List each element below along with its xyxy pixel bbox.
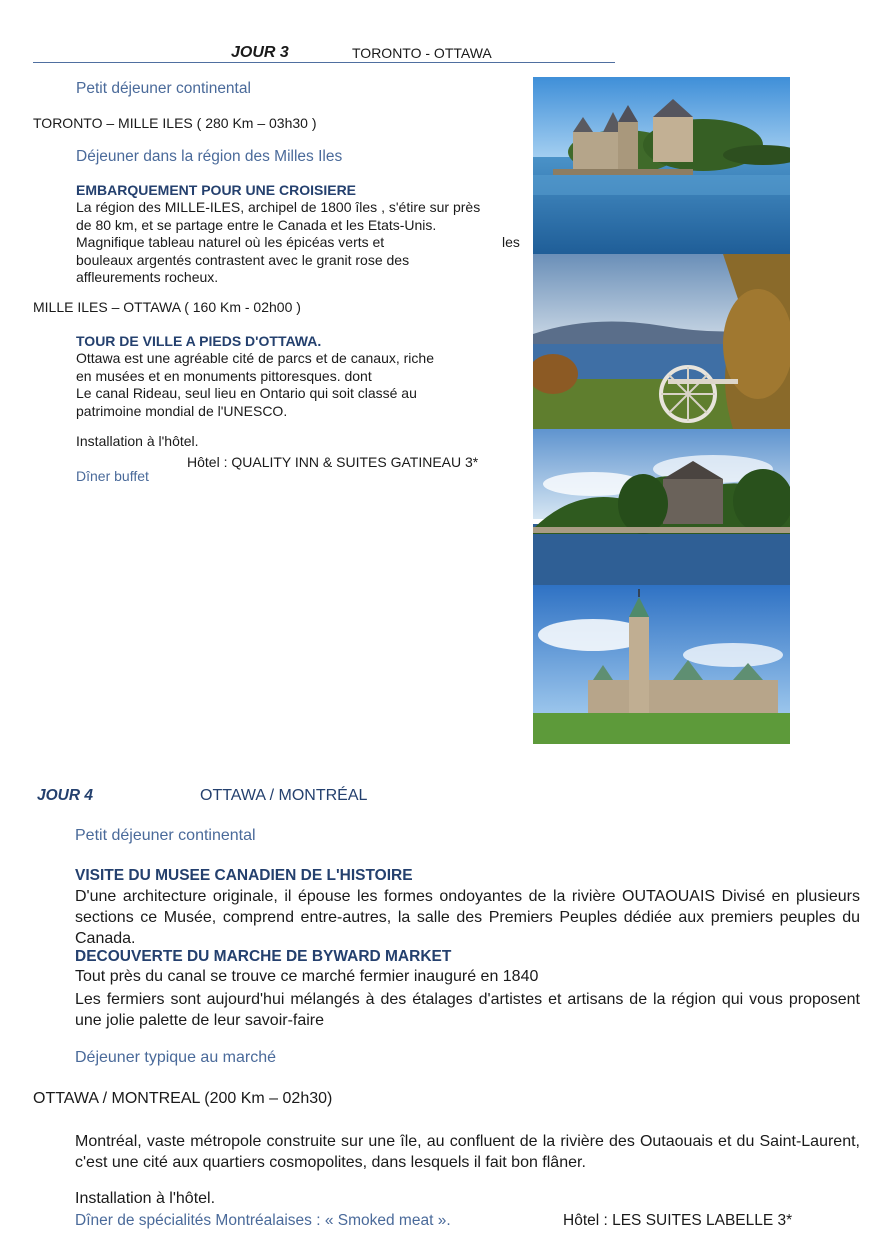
cruise-line: bouleaux argentés contrastent avec le granit rose des bbox=[76, 251, 410, 268]
cruise-text bbox=[76, 199, 480, 287]
day3-label: JOUR 3 bbox=[231, 44, 289, 61]
castle-island-photo bbox=[533, 77, 790, 254]
market-title: DECOUVERTE DU MARCHE DE BYWARD MARKET bbox=[75, 948, 452, 965]
market-line2: Les fermiers sont aujourd'hui mélangés à des étalages d'artistes et artisans de la région qui vous proposent une jolie palette de leur savoir-faire bbox=[75, 991, 860, 1029]
cruise-title: EMBARQUEMENT POUR UNE CROISIERE bbox=[76, 182, 357, 198]
museum-title: VISITE DU MUSEE CANADIEN DE L'HISTOIRE bbox=[75, 867, 413, 884]
tour-line: patrimoine mondial de l'UNESCO. bbox=[76, 402, 288, 419]
tour-line: Le canal Rideau, seul lieu en Ontario qui soit classé au bbox=[76, 385, 417, 401]
day4-leg: OTTAWA / MONTREAL (200 Km – 02h30) bbox=[33, 1090, 333, 1107]
market-line1: Tout près du canal se trouve ce marché fermier inauguré en 1840 bbox=[75, 968, 539, 985]
cruise-line: affleurements rocheux. bbox=[76, 269, 219, 285]
day3-route: TORONTO - OTTAWA bbox=[352, 45, 492, 61]
day3-dinner: Dîner buffet bbox=[76, 468, 149, 484]
museum-text: D'une architecture originale, il épouse les formes ondoyantes de la rivière OUTAOUAIS Divisé en plusieurs sections ce Musée, comprend entre-autres, la salle des Premiers Peuples dédiée aux premiers peuples du Canada. bbox=[75, 888, 860, 947]
cruise-line: La région des MILLE-ILES, archipel de 1800 îles , s'étire sur près bbox=[76, 199, 481, 215]
day3-hotel: Hôtel : QUALITY INN & SUITES GATINEAU 3* bbox=[187, 454, 479, 470]
day3-leg1: TORONTO – MILLE ILES ( 280 Km – 03h30 ) bbox=[33, 115, 317, 131]
day3-install: Installation à l'hôtel. bbox=[76, 433, 199, 449]
tour-line: Ottawa est une agréable cité de parcs et de canaux, riche bbox=[76, 350, 434, 366]
cruise-line: Magnifique tableau naturel où les épicéas verts et bbox=[76, 234, 385, 250]
day4-hotel: Hôtel : LES SUITES LABELLE 3* bbox=[563, 1212, 793, 1229]
tour-line: en musées et en monuments pittoresques. dont bbox=[76, 367, 372, 384]
montreal-text: Montréal, vaste métropole construite sur une île, au confluent de la rivière des Outaouais et du Saint-Laurent, c'est une cité aux quartiers cosmopolites, dans lesquels il fait bon flâner. bbox=[75, 1133, 860, 1171]
day3-lunch: Déjeuner dans la région des Milles Iles bbox=[76, 148, 343, 165]
day4-label: JOUR 4 bbox=[37, 787, 93, 804]
tour-title: TOUR DE VILLE A PIEDS D'OTTAWA. bbox=[76, 333, 322, 349]
day4-dinner: Dîner de spécialités Montréalaises : « Smoked meat ». bbox=[75, 1212, 451, 1229]
header-rule bbox=[33, 62, 615, 63]
day3-breakfast: Petit déjeuner continental bbox=[76, 80, 251, 97]
cruise-les: les bbox=[502, 234, 520, 250]
day3-leg2: MILLE ILES – OTTAWA ( 160 Km - 02h00 ) bbox=[33, 299, 301, 315]
tour-text bbox=[76, 350, 434, 420]
day4-install: Installation à l'hôtel. bbox=[75, 1190, 216, 1207]
cruise-line: de 80 km, et se partage entre le Canada et les Etats-Unis. bbox=[76, 216, 437, 233]
day4-breakfast: Petit déjeuner continental bbox=[75, 827, 256, 844]
parliament-photo bbox=[533, 585, 790, 744]
day4-lunch: Déjeuner typique au marché bbox=[75, 1049, 277, 1066]
lakeside-manor-photo bbox=[533, 429, 790, 585]
lake-wagon-wheel-photo bbox=[533, 254, 790, 429]
day4-route: OTTAWA / MONTRÉAL bbox=[200, 787, 368, 804]
